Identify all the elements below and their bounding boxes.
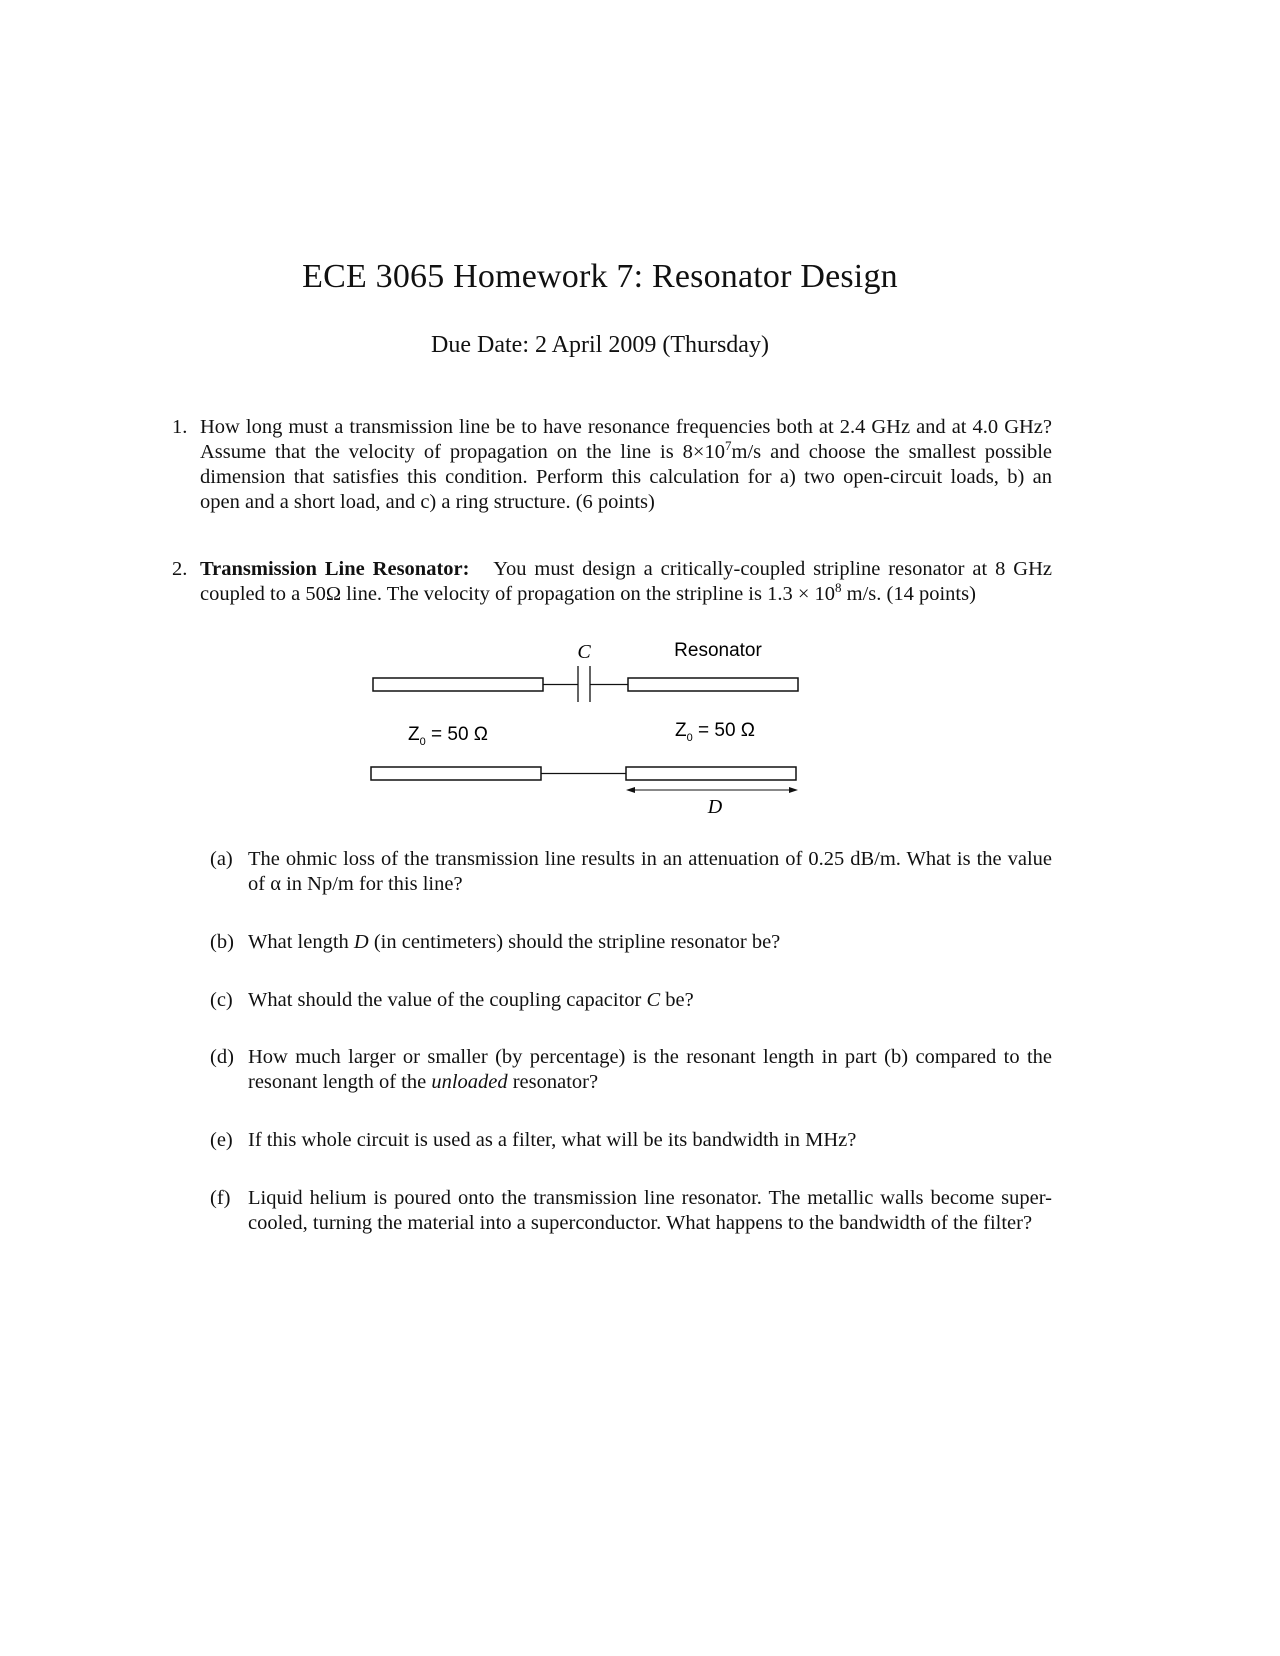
problem-2-exponent: 8 — [835, 580, 842, 596]
problem-2-text — [200, 557, 1052, 607]
capacitor-label: C — [577, 641, 591, 663]
part-d-text-b: resonator? — [507, 1071, 599, 1093]
part-c — [210, 988, 1052, 1013]
problem-1-text-a: How long must a transmission line be to have resonance frequencies both at 2.4 GHz and at 4.0 GHz? Assume that the velocity of propagation on the line is 8×10 — [200, 416, 1052, 463]
impedance-left-subscript: 0 — [419, 736, 426, 748]
problem-2-text-b: m/s. (14 points) — [841, 583, 976, 605]
length-arrowhead-right — [789, 787, 798, 793]
part-c-label: (c) — [210, 989, 233, 1011]
part-b-variable: D — [353, 931, 369, 953]
page-title: ECE 3065 Homework 7: Resonator Design — [302, 258, 898, 295]
impedance-right-value: = 50 Ω — [692, 720, 756, 741]
part-c-variable: C — [646, 989, 661, 1011]
top-feed-line — [373, 678, 543, 691]
part-f-label: (f) — [210, 1187, 231, 1209]
problem-2-text-a: You must design a critically-coupled stripline resonator at 8 GHz coupled to a 50Ω line. The velocity of propagation on the stripline is 1.3 × 10 — [200, 558, 1053, 605]
part-a — [210, 847, 1052, 897]
length-arrowhead-left — [626, 787, 635, 793]
part-d-text — [248, 1045, 1052, 1095]
part-c-text-a: What should the value of the coupling capacitor — [248, 989, 647, 1011]
problem-2 — [172, 557, 1052, 607]
resonator-label: Resonator — [674, 640, 762, 661]
problem-2-heading: Transmission Line Resonator: — [200, 558, 470, 580]
part-b-text — [248, 930, 1052, 955]
part-a-label: (a) — [210, 848, 233, 870]
part-b-text-a: What length — [248, 931, 354, 953]
resonator-diagram — [360, 638, 830, 818]
length-label: D — [707, 796, 723, 818]
problem-1-number: 1. — [172, 416, 188, 438]
part-e-text: If this whole circuit is used as a filter, what will be its bandwidth in MHz? — [248, 1129, 857, 1151]
impedance-label-right — [675, 720, 755, 744]
bottom-feed-line — [371, 767, 541, 780]
part-c-text-b: be? — [660, 989, 694, 1011]
top-resonator-line — [628, 678, 798, 691]
impedance-left-z: Z — [408, 724, 420, 745]
part-f — [210, 1186, 1052, 1236]
problem-2-number: 2. — [172, 558, 188, 580]
impedance-left-value: = 50 Ω — [425, 724, 489, 745]
part-d-text-a: How much larger or smaller (by percentage) is the resonant length in part (b) compared to the resonant length of the — [248, 1046, 1052, 1093]
problem-1 — [172, 415, 1052, 515]
part-d-emphasis: unloaded — [431, 1071, 508, 1093]
part-f-text: Liquid helium is poured onto the transmission line resonator. The metallic walls become super-cooled, turning the material into a superconductor. What happens to the bandwidth of the filter? — [248, 1187, 1052, 1234]
problem-1-text — [200, 415, 1052, 515]
part-e — [210, 1128, 1052, 1153]
part-b-label: (b) — [210, 931, 234, 953]
part-d-label: (d) — [210, 1046, 234, 1068]
bottom-resonator-line — [626, 767, 796, 780]
part-d — [210, 1045, 1052, 1095]
part-e-label: (e) — [210, 1129, 233, 1151]
impedance-right-subscript: 0 — [686, 732, 693, 744]
impedance-right-z: Z — [675, 720, 687, 741]
problem-1-exponent: 7 — [725, 438, 732, 454]
problem-1-text-b: m/s and choose the smallest possible dimension that satisfies this condition. Perform this calculation for a) two open-circuit loads, b) an open and a short load, and c) a ring structure. (6 points) — [200, 441, 1052, 513]
part-a-text: The ohmic loss of the transmission line results in an attenuation of 0.25 dB/m. What is the value of α in Np/m for this line? — [248, 848, 1052, 895]
impedance-label-left — [408, 724, 488, 748]
due-date: Due Date: 2 April 2009 (Thursday) — [431, 332, 769, 358]
part-b-text-b: (in centimeters) should the stripline resonator be? — [368, 931, 781, 953]
part-c-text — [248, 988, 1052, 1013]
part-b — [210, 930, 1052, 955]
